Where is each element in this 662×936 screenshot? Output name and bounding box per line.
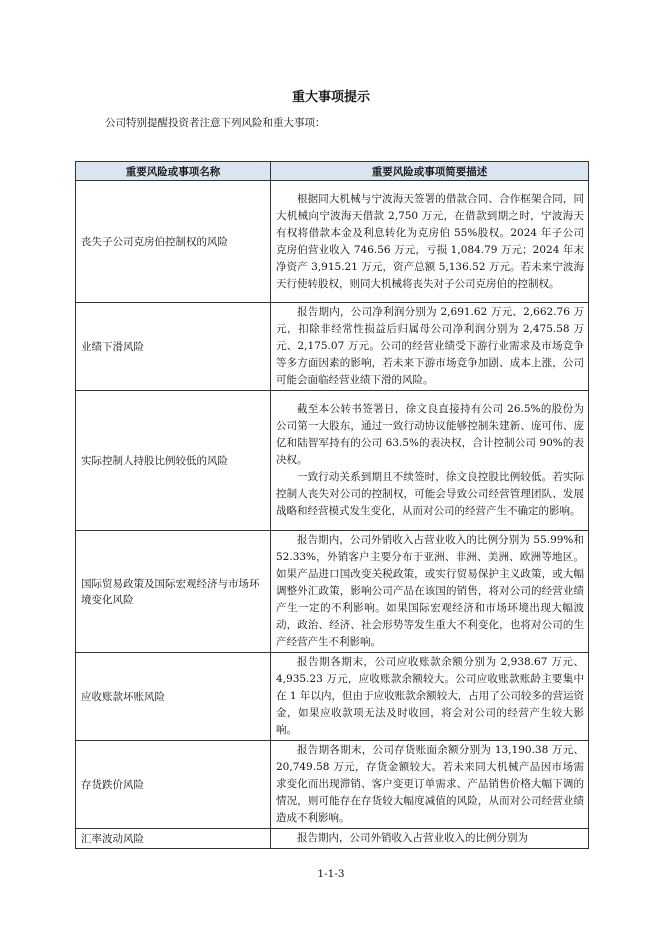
intro-text: 公司特别提醒投资者注意下列风险和重大事项： <box>105 117 326 129</box>
risk-desc-paragraph: 截至本公转书签署日，徐文良直接持有公司 26.5%的股份为公司第一大股东，通过一致行动协议能够控制朱建新、庞可伟、庞亿和陆智军持有的公司 63.5%的表决权，合计控制公司 90%的表决权。 <box>276 403 584 466</box>
risk-name: 实际控制人持股比例较低的风险 <box>76 391 271 531</box>
risk-desc: 根据同大机械与宁波海天签署的借款合同、合作框架合同，同大机械向宁波海天借款 2,750 万元，在借款到期之时，宁波海天有权将借款本金及利息转化为克房伯 55%股权。2024 年子公司克房伯营业收入 746.56 万元，亏损 1,084.79 万元；2024 年末净资产 3,915.21 万元，资产总额 5,136.52 万元。若未来宁波海天行使转股权，则同大机械将丧失对子公司克房伯的控制权。 <box>271 181 589 303</box>
risk-desc: 报告期各期末，公司应收账款余额分别为 2,938.67 万元、4,935.23 万元，应收账款余额较大。公司应收账款账龄主要集中在 1 年以内，但由于应收账款余额较大，占用了公司较多的营运资金，如果应收款项无法及时收回，将会对公司的经营产生较大影响。 <box>271 653 589 741</box>
risk-table <box>75 161 589 849</box>
table-row <box>76 829 589 849</box>
risk-name: 应收账款坏账风险 <box>76 653 271 741</box>
risk-name: 国际贸易政策及国际宏观经济与市场环境变化风险 <box>76 531 271 653</box>
risk-desc: 报告期各期末，公司存货账面余额分别为 13,190.38 万元、20,749.58 万元，存货金额较大。若未来同大机械产品因市场需求变化而出现滞销、客户变更订单需求、产品销售价格大幅下调的情况，则可能存在存货较大幅度减值的风险，从而对公司经营业绩造成不利影响。 <box>271 741 589 829</box>
page-title: 重大事项提示 <box>291 90 370 105</box>
page-number: 1-1-3 <box>317 868 345 880</box>
risk-name: 汇率波动风险 <box>76 829 271 849</box>
header-risk-desc: 重要风险或事项简要描述 <box>271 162 589 181</box>
risk-desc: 报告期内，公司外销收入占营业收入的比例分别为 <box>271 829 589 849</box>
header-risk-name: 重要风险或事项名称 <box>76 162 271 181</box>
risk-desc: 报告期内，公司净利润分别为 2,691.62 万元、2,662.76 万元，扣除非经常性损益后归属母公司净利润分别为 2,475.58 万元、2,175.07 万元。公司的经营业绩受下游行业需求及市场竞争等多方面因素的影响，若未来下游市场竞争加剧、成本上涨，公司可能会面临经营业绩下滑的风险。 <box>271 303 589 391</box>
risk-desc <box>271 391 589 531</box>
table-header-row <box>76 162 589 181</box>
risk-name: 业绩下滑风险 <box>76 303 271 391</box>
risk-name: 丧失子公司克房伯控制权的风险 <box>76 181 271 303</box>
table-row <box>76 531 589 653</box>
risk-desc: 报告期内，公司外销收入占营业收入的比例分别为 55.99%和 52.33%，外销客户主要分布于亚洲、非洲、美洲、欧洲等地区。如果产品进口国改变关税政策，或实行贸易保护主义政策，或大幅调整外汇政策，影响公司产品在该国的销售，将对公司的经营业绩产生一定的不利影响。如果国际宏观经济和市场环境出现大幅波动，政治、经济、社会形势等发生重大不利变化，也将对公司的生产经营产生不利影响。 <box>271 531 589 653</box>
risk-desc-paragraph: 一致行动关系到期且不续签时，徐文良控股比例较低。若实际控制人丧失对公司的控制权，可能会导致公司经营管理团队、发展战略和经营模式发生变化，从而对公司的经营产生不确定的影响。 <box>276 471 584 517</box>
risk-name: 存货跌价风险 <box>76 741 271 829</box>
table-row <box>76 181 589 303</box>
table-row <box>76 741 589 829</box>
table-row <box>76 303 589 391</box>
table-row <box>76 391 589 531</box>
table-row <box>76 653 589 741</box>
